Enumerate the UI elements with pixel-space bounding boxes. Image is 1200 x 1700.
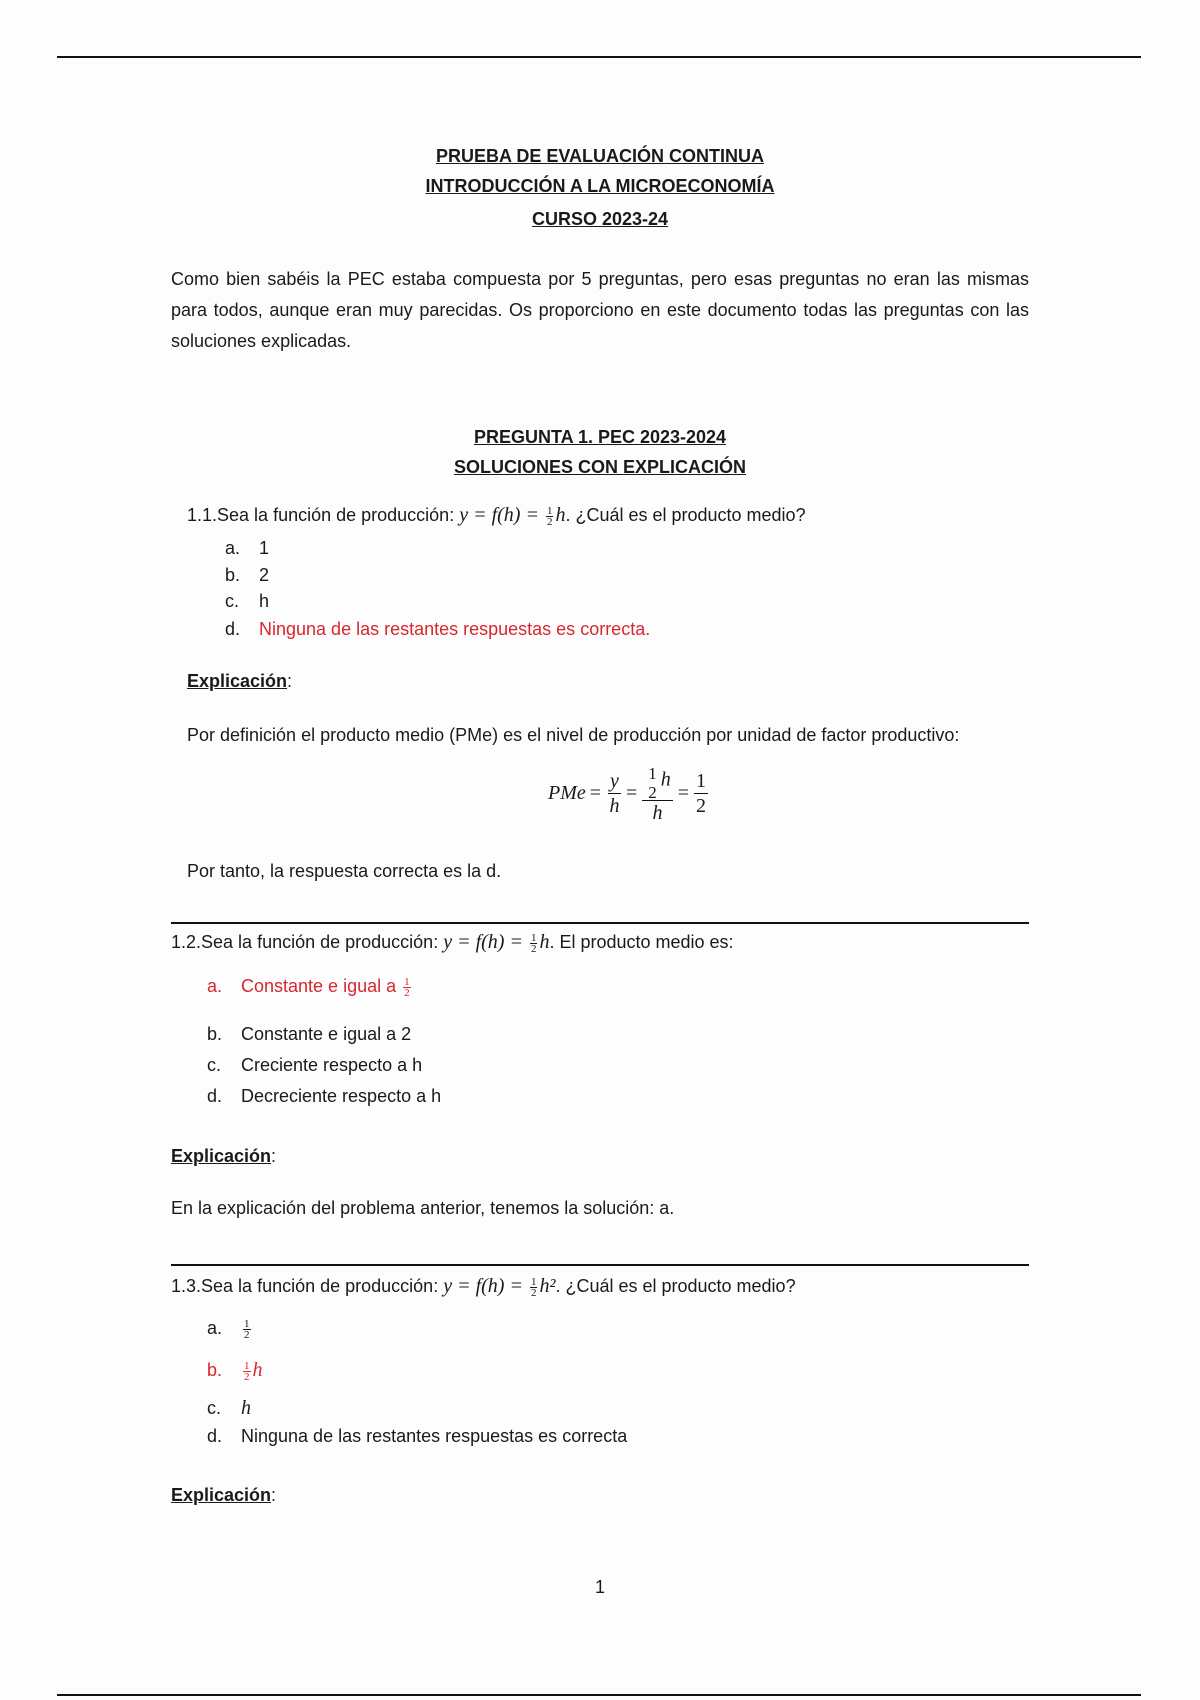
separator-1 — [171, 922, 1029, 924]
question-number: 1.1. — [187, 505, 218, 525]
explanation-label-2: Explicación: — [171, 1146, 277, 1166]
intro-paragraph: Como bien sabéis la PEC estaba compuesta por 5 preguntas, pero esas preguntas no eran las mismas para todos, aunque eran muy parecidas. Os proporciono en este documento todas las preguntas con las soluciones explicadas. — [171, 269, 1029, 351]
formula: y = f(h) = — [459, 504, 544, 526]
pme-formula: PMe = $\frac{y}{h}$ = 1 2 h h = $\frac{1}{2}$ — [548, 764, 706, 824]
top-rule — [57, 56, 1141, 58]
option-1-3-a: a. $\frac{1}{2}$ — [207, 1317, 250, 1341]
option-1-2-a-correct: a. Constante e igual a $\frac{1}{2}$ — [207, 975, 410, 999]
question-text: Sea la función de producción: — [217, 505, 460, 525]
section-title: PREGUNTA 1. PEC 2023-2024 — [473, 427, 727, 447]
fraction: $\frac{1}{2}$ — [546, 504, 553, 528]
bottom-rule — [57, 1694, 1141, 1696]
option-1-1-d-correct: d. Ninguna de las restantes respuestas es correcta. — [225, 619, 651, 639]
option-1-3-b-correct: b. $\frac{1}{2}$ h — [207, 1359, 263, 1383]
page-number: 1 — [594, 1577, 605, 1597]
option-1-1-c: c. h — [225, 591, 270, 611]
explanation-label-1: Explicación: — [187, 671, 293, 691]
doc-title-1: PRUEBA DE EVALUACIÓN CONTINUA — [435, 146, 764, 166]
doc-title-3: CURSO 2023-24 — [531, 209, 669, 229]
option-1-1-b: b. 2 — [225, 565, 270, 585]
explanation-label-3: Explicación: — [171, 1485, 277, 1505]
question-1-2: 1.2.Sea la función de producción: y = f(h) = $\frac{1}{2}$ h. El producto medio es: — [171, 931, 734, 955]
option-1-3-d: d. Ninguna de las restantes respuestas es correcta — [207, 1426, 628, 1446]
formula-var: h — [555, 504, 566, 526]
question-1-1 — [187, 504, 806, 527]
doc-title-2: INTRODUCCIÓN A LA MICROECONOMÍA — [425, 176, 775, 196]
question-suffix: . ¿Cuál es el producto medio? — [565, 505, 806, 525]
separator-2 — [171, 1264, 1029, 1266]
section-subtitle: SOLUCIONES CON EXPLICACIÓN — [453, 457, 747, 477]
option-1-2-b: b. Constante e igual a 2 — [207, 1024, 412, 1044]
explanation-text-2: En la explicación del problema anterior, tenemos la solución: a. — [171, 1198, 675, 1218]
option-1-1-a: a. 1 — [225, 538, 270, 558]
explanation-text-1: Por definición el producto medio (PMe) es el nivel de producción por unidad de factor productivo: — [187, 725, 960, 745]
question-1-3: 1.3.Sea la función de producción: y = f(h) = $\frac{1}{2}$ h². ¿Cuál es el producto medio? — [171, 1275, 796, 1299]
conclusion-1: Por tanto, la respuesta correcta es la d. — [187, 861, 502, 881]
option-1-2-d: d. Decreciente respecto a h — [207, 1086, 442, 1106]
option-1-3-c: c. h — [207, 1397, 251, 1419]
option-1-2-c: c. Creciente respecto a h — [207, 1055, 423, 1075]
